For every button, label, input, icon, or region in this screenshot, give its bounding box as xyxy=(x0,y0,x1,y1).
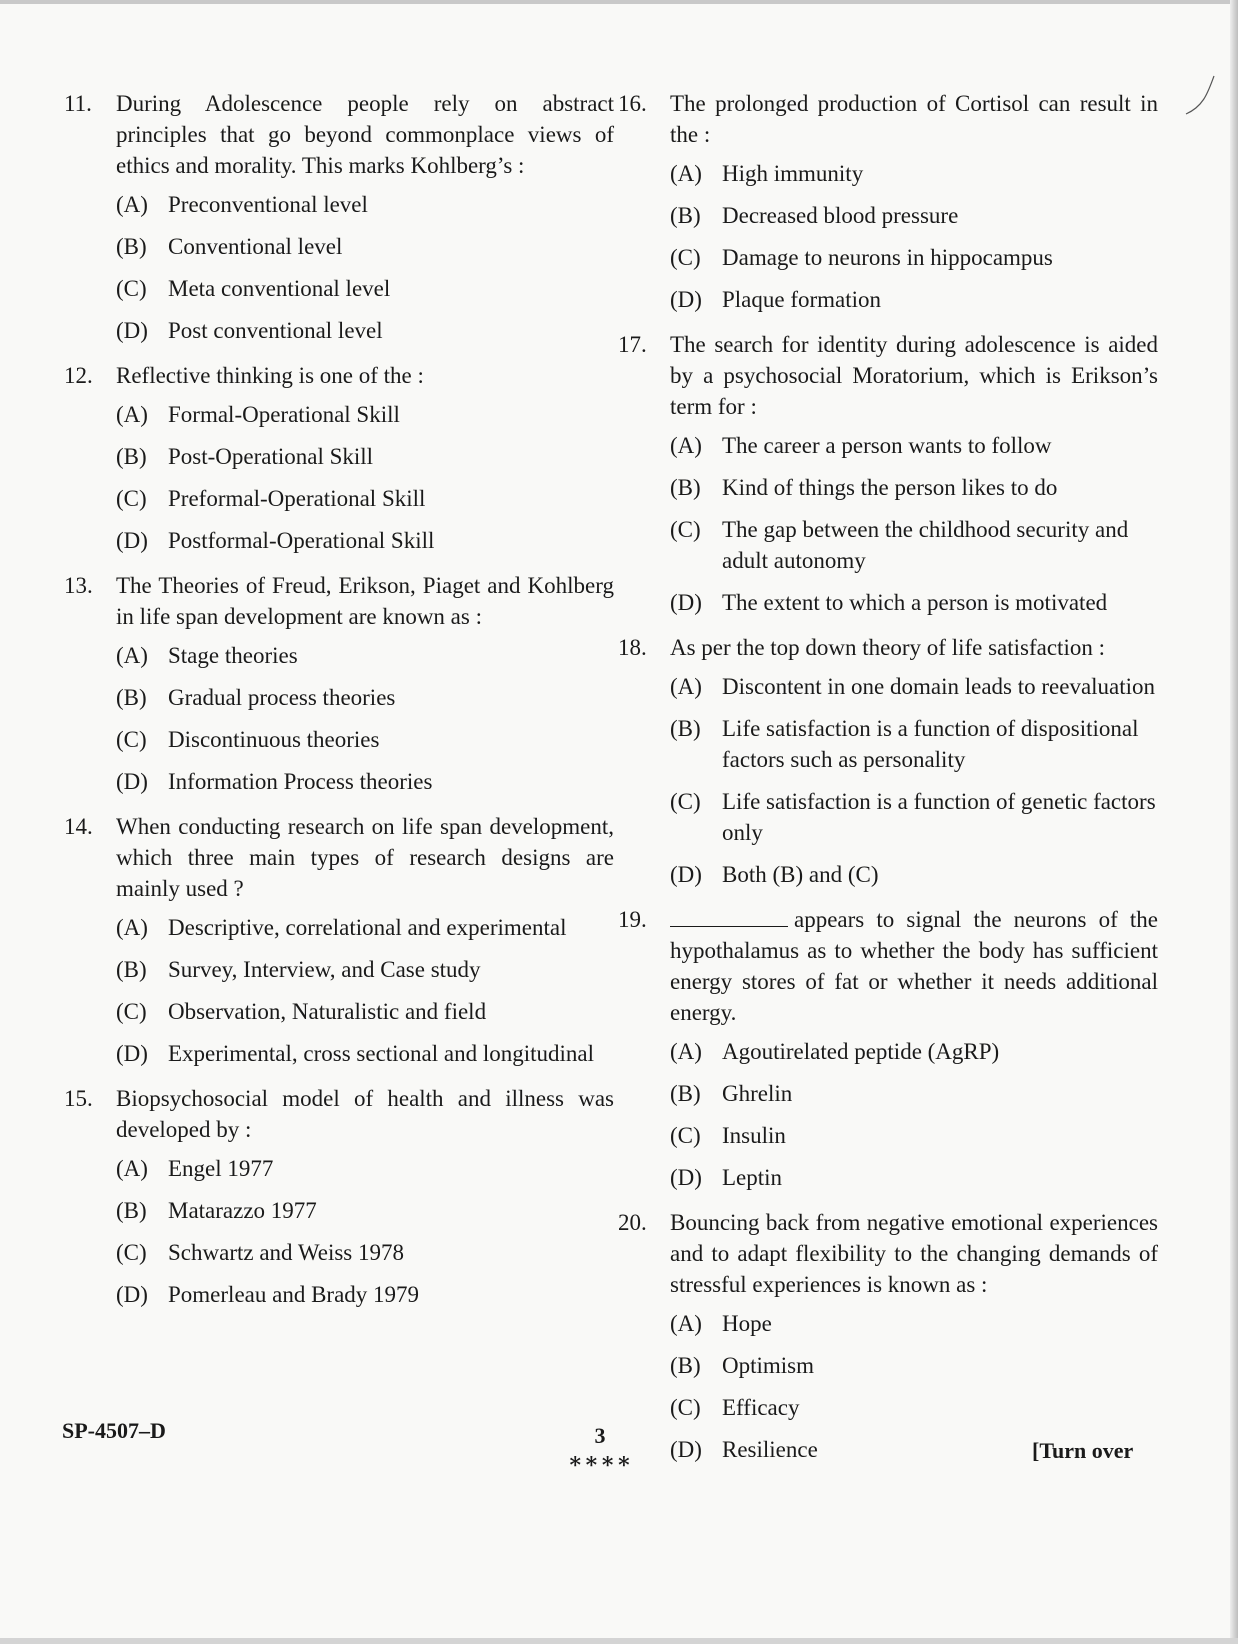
option-text: Gradual process theories xyxy=(168,685,396,710)
option-d xyxy=(116,525,614,556)
option-text: Pomerleau and Brady 1979 xyxy=(168,1282,420,1307)
option-b xyxy=(670,1078,1158,1109)
option-label: (D) xyxy=(670,1165,702,1190)
option-a xyxy=(670,671,1158,702)
option-label: (A) xyxy=(116,1156,148,1181)
options-list xyxy=(116,189,614,346)
question-number: 18. xyxy=(618,635,647,660)
option-a xyxy=(670,158,1158,189)
option-text: Leptin xyxy=(722,1165,783,1190)
stars-mark: ∗∗∗∗ xyxy=(567,1448,633,1473)
option-c xyxy=(116,724,614,755)
option-text: Information Process theories xyxy=(168,769,433,794)
question-number: 20. xyxy=(618,1210,647,1235)
left-column xyxy=(64,88,614,1324)
option-text: Discontinuous theories xyxy=(168,727,380,752)
question-number: 12. xyxy=(64,363,93,388)
options-list xyxy=(670,671,1158,890)
option-label: (B) xyxy=(670,475,701,500)
question-text: When conducting research on life span development, which three main types of research designs are mainly used ? xyxy=(116,814,614,901)
option-label: (C) xyxy=(116,276,147,301)
option-text: Stage theories xyxy=(168,643,298,668)
option-d xyxy=(116,1279,614,1310)
option-text: Meta conventional level xyxy=(168,276,391,301)
scan-edge-right xyxy=(1230,0,1238,1644)
option-label: (A) xyxy=(670,161,702,186)
paper-code: SP-4507–D xyxy=(62,1418,166,1443)
option-a xyxy=(116,399,614,430)
scan-edge-top xyxy=(0,0,1238,4)
question-text: Reflective thinking is one of the : xyxy=(116,363,424,388)
option-c xyxy=(670,786,1158,848)
option-text: High immunity xyxy=(722,161,864,186)
question-12 xyxy=(64,360,614,556)
option-text: The extent to which a person is motivated xyxy=(722,590,1108,615)
option-label: (D) xyxy=(116,769,148,794)
option-text: Life satisfaction is a function of dispositional factors such as personality xyxy=(722,716,1139,772)
option-text: The gap between the childhood security and adult autonomy xyxy=(722,517,1129,573)
question-number: 15. xyxy=(64,1086,93,1111)
scan-edge-bottom xyxy=(0,1638,1238,1644)
option-d xyxy=(116,1038,614,1069)
option-a xyxy=(670,1308,1158,1339)
question-14 xyxy=(64,811,614,1069)
question-16 xyxy=(618,88,1158,315)
option-text: Experimental, cross sectional and longitudinal xyxy=(168,1041,595,1066)
option-c xyxy=(116,1237,614,1268)
option-label: (D) xyxy=(116,528,148,553)
question-17 xyxy=(618,329,1158,618)
option-text: Kind of things the person likes to do xyxy=(722,475,1058,500)
option-b xyxy=(670,713,1158,775)
question-number: 17. xyxy=(618,332,647,357)
option-c xyxy=(670,1392,1158,1423)
question-11 xyxy=(64,88,614,346)
options-list xyxy=(116,1153,614,1310)
option-text: The career a person wants to follow xyxy=(722,433,1052,458)
option-d xyxy=(670,284,1158,315)
option-label: (D) xyxy=(116,318,148,343)
option-label: (C) xyxy=(116,727,147,752)
option-c xyxy=(116,273,614,304)
option-text: Conventional level xyxy=(168,234,343,259)
option-label: (C) xyxy=(116,1240,147,1265)
option-d xyxy=(670,859,1158,890)
options-list xyxy=(670,430,1158,618)
question-text: The Theories of Freud, Erikson, Piaget and Kohlberg in life span development are known as : xyxy=(116,573,614,629)
option-d xyxy=(670,587,1158,618)
option-b xyxy=(670,200,1158,231)
question-13 xyxy=(64,570,614,797)
option-label: (B) xyxy=(116,234,147,259)
option-a xyxy=(670,1036,1158,1067)
question-text: The prolonged production of Cortisol can result in the : xyxy=(670,91,1158,147)
option-label: (A) xyxy=(116,402,148,427)
option-c xyxy=(116,483,614,514)
option-c xyxy=(670,514,1158,576)
option-text: Survey, Interview, and Case study xyxy=(168,957,481,982)
option-text: Engel 1977 xyxy=(168,1156,274,1181)
question-text-with-blank xyxy=(670,904,1158,1028)
option-d xyxy=(116,315,614,346)
question-text: The search for identity during adolescence is aided by a psychosocial Moratorium, which is Erikson’s term for : xyxy=(670,332,1158,419)
question-text: As per the top down theory of life satisfaction : xyxy=(670,635,1105,660)
option-text: Observation, Naturalistic and field xyxy=(168,999,487,1024)
option-b xyxy=(670,1350,1158,1381)
option-b xyxy=(670,472,1158,503)
option-c xyxy=(116,996,614,1027)
option-label: (A) xyxy=(670,1039,702,1064)
option-label: (D) xyxy=(116,1041,148,1066)
option-text: Matarazzo 1977 xyxy=(168,1198,317,1223)
option-label: (C) xyxy=(670,517,701,542)
option-text: Hope xyxy=(722,1311,772,1336)
option-text: Optimism xyxy=(722,1353,815,1378)
option-text: Postformal-Operational Skill xyxy=(168,528,435,553)
question-18 xyxy=(618,632,1158,890)
option-text: Damage to neurons in hippocampus xyxy=(722,245,1053,270)
option-text: Life satisfaction is a function of genetic factors only xyxy=(722,789,1156,845)
options-list xyxy=(670,1036,1158,1193)
turn-over-note: [Turn over xyxy=(1032,1438,1134,1463)
option-label: (B) xyxy=(116,444,147,469)
option-d xyxy=(116,766,614,797)
option-text: Discontent in one domain leads to reevaluation xyxy=(722,674,1156,699)
fill-in-blank xyxy=(670,906,788,927)
option-c xyxy=(670,242,1158,273)
option-label: (B) xyxy=(670,716,701,741)
option-label: (C) xyxy=(116,999,147,1024)
option-label: (A) xyxy=(116,643,148,668)
option-text: Agoutirelated peptide (AgRP) xyxy=(722,1039,1000,1064)
option-text: Resilience xyxy=(722,1437,818,1462)
right-column xyxy=(618,88,1158,1479)
pen-stroke-mark xyxy=(1178,72,1218,132)
question-number: 16. xyxy=(618,91,647,116)
question-19 xyxy=(618,904,1158,1193)
option-text: Preformal-Operational Skill xyxy=(168,486,426,511)
option-label: (A) xyxy=(116,192,148,217)
option-a xyxy=(116,1153,614,1184)
question-number: 11. xyxy=(64,91,92,116)
option-text: Insulin xyxy=(722,1123,786,1148)
option-a xyxy=(116,912,614,943)
question-text: During Adolescence people rely on abstract principles that go beyond commonplace views of ethics and morality. This marks Kohlberg’s : xyxy=(116,91,614,178)
option-a xyxy=(116,189,614,220)
options-list xyxy=(670,158,1158,315)
option-label: (D) xyxy=(670,590,702,615)
option-label: (D) xyxy=(670,862,702,887)
option-text: Preconventional level xyxy=(168,192,368,217)
option-b xyxy=(116,231,614,262)
option-text: Ghrelin xyxy=(722,1081,793,1106)
option-label: (C) xyxy=(670,789,701,814)
options-list xyxy=(116,640,614,797)
option-label: (B) xyxy=(116,957,147,982)
option-label: (B) xyxy=(116,1198,147,1223)
option-label: (C) xyxy=(670,1395,701,1420)
question-number: 19. xyxy=(618,907,647,932)
option-label: (A) xyxy=(670,1311,702,1336)
question-text: Bouncing back from negative emotional experiences and to adapt flexibility to the changing demands of stressful experiences is known as : xyxy=(670,1210,1158,1297)
question-text: appears to signal the neurons of the hypothalamus as to whether the body has sufficient energy stores of fat or whether it needs additional energy. xyxy=(670,907,1158,1025)
option-label: (B) xyxy=(670,1081,701,1106)
option-b xyxy=(116,441,614,472)
option-label: (B) xyxy=(670,1353,701,1378)
option-text: Both (B) and (C) xyxy=(722,862,879,887)
option-text: Decreased blood pressure xyxy=(722,203,959,228)
option-label: (D) xyxy=(670,1437,702,1462)
question-number: 13. xyxy=(64,573,93,598)
option-label: (C) xyxy=(670,245,701,270)
option-text: Plaque formation xyxy=(722,287,882,312)
option-text: Post-Operational Skill xyxy=(168,444,374,469)
option-label: (B) xyxy=(116,685,147,710)
page-number: 3 xyxy=(594,1423,606,1448)
question-20 xyxy=(618,1207,1158,1465)
option-b xyxy=(116,1195,614,1226)
option-label: (B) xyxy=(670,203,701,228)
question-number: 14. xyxy=(64,814,93,839)
options-list xyxy=(116,399,614,556)
question-15 xyxy=(64,1083,614,1310)
option-label: (C) xyxy=(670,1123,701,1148)
option-text: Efficacy xyxy=(722,1395,800,1420)
option-label: (A) xyxy=(670,433,702,458)
option-a xyxy=(116,640,614,671)
option-a xyxy=(670,430,1158,461)
option-c xyxy=(670,1120,1158,1151)
option-label: (A) xyxy=(116,915,148,940)
option-text: Post conventional level xyxy=(168,318,383,343)
option-text: Schwartz and Weiss 1978 xyxy=(168,1240,404,1265)
option-label: (D) xyxy=(670,287,702,312)
option-label: (C) xyxy=(116,486,147,511)
option-b xyxy=(116,954,614,985)
option-d xyxy=(670,1162,1158,1193)
option-text: Formal-Operational Skill xyxy=(168,402,400,427)
option-b xyxy=(116,682,614,713)
question-text: Biopsychosocial model of health and illness was developed by : xyxy=(116,1086,614,1142)
option-text: Descriptive, correlational and experimental xyxy=(168,915,567,940)
options-list xyxy=(116,912,614,1069)
option-label: (A) xyxy=(670,674,702,699)
option-label: (D) xyxy=(116,1282,148,1307)
